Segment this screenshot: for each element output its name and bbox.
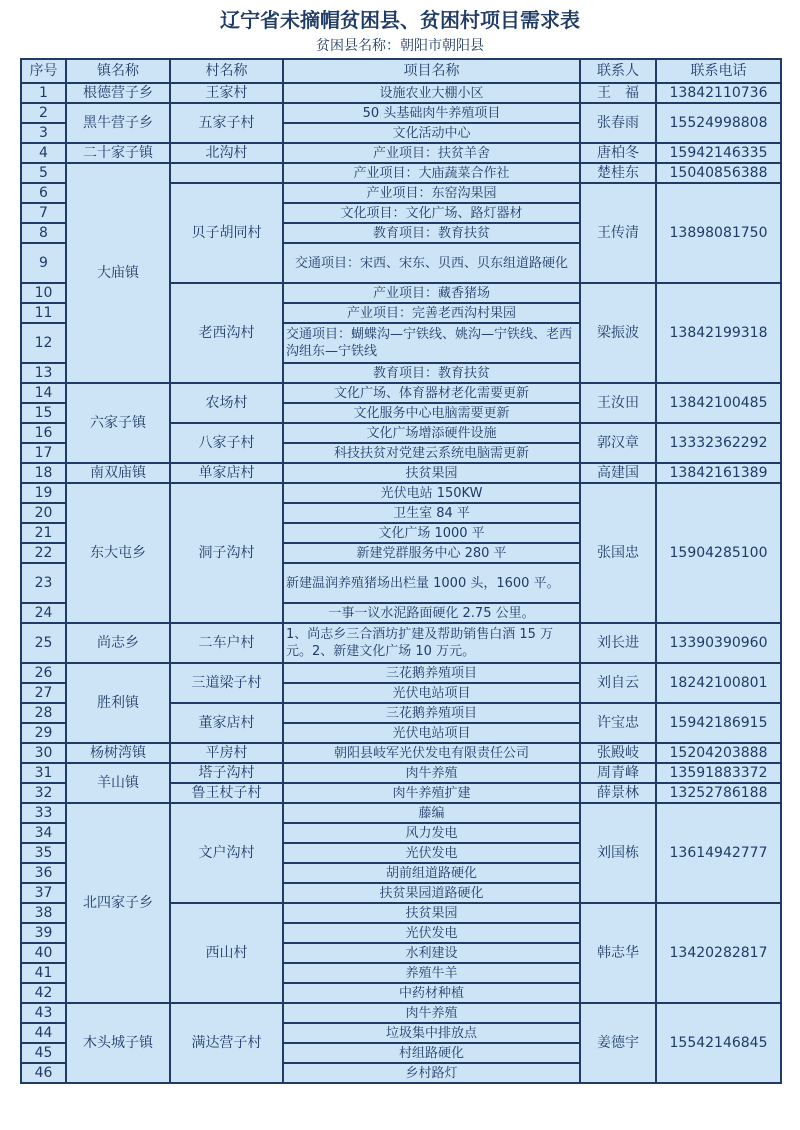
project-cell: 扶贫果园 <box>283 903 580 923</box>
village-cell <box>170 163 283 183</box>
row-index: 30 <box>21 743 66 763</box>
row-index: 21 <box>21 523 66 543</box>
project-cell: 文化广场 1000 平 <box>283 523 580 543</box>
row-index: 43 <box>21 1003 66 1023</box>
row-index: 8 <box>21 223 66 243</box>
table-row <box>21 483 781 503</box>
village-cell: 贝子胡同村 <box>170 183 283 283</box>
project-cell: 水利建设 <box>283 943 580 963</box>
header-index: 序号 <box>21 59 66 83</box>
village-cell: 五家子村 <box>170 103 283 143</box>
town-cell: 尚志乡 <box>66 623 170 663</box>
town-cell: 胜利镇 <box>66 663 170 743</box>
village-cell: 董家店村 <box>170 703 283 743</box>
row-index: 37 <box>21 883 66 903</box>
project-cell: 交通项目：蝴蝶沟—宁铁线、姚沟—宁铁线、老西沟组东—宁铁线 <box>283 323 580 363</box>
project-cell: 科技扶贫对党建云系统电脑需更新 <box>283 443 580 463</box>
phone-cell: 13614942777 <box>656 803 781 903</box>
project-cell: 新建温润养殖猪场出栏量 1000 头，1600 平。 <box>283 563 580 603</box>
project-cell: 肉牛养殖 <box>283 763 580 783</box>
header-phone: 联系电话 <box>656 59 781 83</box>
contact-cell: 唐柏冬 <box>580 143 656 163</box>
project-cell: 中药材种植 <box>283 983 580 1003</box>
project-cell: 三花鹅养殖项目 <box>283 663 580 683</box>
row-index: 18 <box>21 463 66 483</box>
row-index: 41 <box>21 963 66 983</box>
phone-cell: 13842100485 <box>656 383 781 423</box>
row-index: 1 <box>21 83 66 103</box>
village-cell: 鲁王杖子村 <box>170 783 283 803</box>
contact-cell: 王 福 <box>580 83 656 103</box>
phone-cell: 15942186915 <box>656 703 781 743</box>
phone-cell: 13591883372 <box>656 763 781 783</box>
table-row <box>21 763 781 783</box>
table-row <box>21 623 781 663</box>
row-index: 15 <box>21 403 66 423</box>
village-cell: 文户沟村 <box>170 803 283 903</box>
row-index: 26 <box>21 663 66 683</box>
town-cell: 南双庙镇 <box>66 463 170 483</box>
project-cell: 教育项目：教育扶贫 <box>283 223 580 243</box>
village-cell: 二车户村 <box>170 623 283 663</box>
village-cell: 三道梁子村 <box>170 663 283 703</box>
row-index: 38 <box>21 903 66 923</box>
table-row <box>21 803 781 823</box>
row-index: 40 <box>21 943 66 963</box>
phone-cell: 15542146845 <box>656 1003 781 1083</box>
row-index: 28 <box>21 703 66 723</box>
project-cell: 文化项目：文化广场、路灯器材 <box>283 203 580 223</box>
phone-cell: 13390390960 <box>656 623 781 663</box>
phone-cell: 13842110736 <box>656 83 781 103</box>
project-cell: 光伏电站 150KW <box>283 483 580 503</box>
phone-cell: 13842199318 <box>656 283 781 383</box>
phone-cell: 15524998808 <box>656 103 781 143</box>
phone-cell: 15204203888 <box>656 743 781 763</box>
row-index: 13 <box>21 363 66 383</box>
town-cell: 二十家子镇 <box>66 143 170 163</box>
table-row <box>21 383 781 403</box>
town-cell: 杨树湾镇 <box>66 743 170 763</box>
contact-cell: 刘长进 <box>580 623 656 663</box>
contact-cell: 王传清 <box>580 183 656 283</box>
contact-cell: 张殿岐 <box>580 743 656 763</box>
contact-cell: 刘国栋 <box>580 803 656 903</box>
project-cell: 卫生室 84 平 <box>283 503 580 523</box>
table-row <box>21 103 781 123</box>
row-index: 2 <box>21 103 66 123</box>
village-cell: 单家店村 <box>170 463 283 483</box>
row-index: 39 <box>21 923 66 943</box>
row-index: 23 <box>21 563 66 603</box>
village-cell: 老西沟村 <box>170 283 283 383</box>
project-cell: 养殖牛羊 <box>283 963 580 983</box>
row-index: 3 <box>21 123 66 143</box>
row-index: 24 <box>21 603 66 623</box>
contact-cell: 楚桂东 <box>580 163 656 183</box>
row-index: 33 <box>21 803 66 823</box>
contact-cell: 周青峰 <box>580 763 656 783</box>
contact-cell: 郭汉章 <box>580 423 656 463</box>
row-index: 7 <box>21 203 66 223</box>
phone-cell: 15942146335 <box>656 143 781 163</box>
project-cell: 光伏发电 <box>283 843 580 863</box>
project-cell: 教育项目：教育扶贫 <box>283 363 580 383</box>
phone-cell: 18242100801 <box>656 663 781 703</box>
contact-cell: 许宝忠 <box>580 703 656 743</box>
contact-cell: 高建国 <box>580 463 656 483</box>
village-cell: 洞子沟村 <box>170 483 283 623</box>
project-cell: 产业项目：扶贫羊舍 <box>283 143 580 163</box>
header-town: 镇名称 <box>66 59 170 83</box>
project-cell: 村组路硬化 <box>283 1043 580 1063</box>
page-title: 辽宁省未摘帽贫困县、贫困村项目需求表 <box>220 8 580 32</box>
project-cell: 文化广场增添硬件设施 <box>283 423 580 443</box>
village-cell: 八家子村 <box>170 423 283 463</box>
project-cell: 风力发电 <box>283 823 580 843</box>
row-index: 12 <box>21 323 66 363</box>
header-project: 项目名称 <box>283 59 580 83</box>
town-cell: 大庙镇 <box>66 163 170 383</box>
town-cell: 黑牛营子乡 <box>66 103 170 143</box>
project-cell: 乡村路灯 <box>283 1063 580 1083</box>
project-cell: 光伏电站项目 <box>283 683 580 703</box>
project-cell: 肉牛养殖 <box>283 1003 580 1023</box>
project-cell: 朝阳县岐军光伏发电有限责任公司 <box>283 743 580 763</box>
village-cell: 平房村 <box>170 743 283 763</box>
project-cell: 产业项目：完善老西沟村果园 <box>283 303 580 323</box>
village-cell: 北沟村 <box>170 143 283 163</box>
village-cell: 塔子沟村 <box>170 763 283 783</box>
row-index: 14 <box>21 383 66 403</box>
town-cell: 羊山镇 <box>66 763 170 803</box>
row-index: 19 <box>21 483 66 503</box>
contact-cell: 韩志华 <box>580 903 656 1003</box>
page-subtitle: 贫困县名称：朝阳市朝阳县 <box>316 38 484 54</box>
row-index: 9 <box>21 243 66 283</box>
project-cell: 产业项目：东窑沟果园 <box>283 183 580 203</box>
row-index: 45 <box>21 1043 66 1063</box>
contact-cell: 张国忠 <box>580 483 656 623</box>
project-cell: 文化活动中心 <box>283 123 580 143</box>
project-cell: 扶贫果园道路硬化 <box>283 883 580 903</box>
row-index: 29 <box>21 723 66 743</box>
row-index: 42 <box>21 983 66 1003</box>
row-index: 31 <box>21 763 66 783</box>
town-cell: 木头城子镇 <box>66 1003 170 1083</box>
town-cell: 东大屯乡 <box>66 483 170 623</box>
project-cell: 1、尚志乡三合酒坊扩建及帮助销售白酒 15 万元。2、新建文化广场 10 万元。 <box>283 623 580 663</box>
row-index: 46 <box>21 1063 66 1083</box>
row-index: 4 <box>21 143 66 163</box>
table-row <box>21 743 781 763</box>
project-cell: 文化服务中心电脑需要更新 <box>283 403 580 423</box>
row-index: 10 <box>21 283 66 303</box>
village-cell: 王家村 <box>170 83 283 103</box>
project-cell: 肉牛养殖扩建 <box>283 783 580 803</box>
contact-cell: 张春雨 <box>580 103 656 143</box>
phone-cell: 13420282817 <box>656 903 781 1003</box>
header-contact: 联系人 <box>580 59 656 83</box>
table-row <box>21 1003 781 1023</box>
row-index: 27 <box>21 683 66 703</box>
village-cell: 满达营子村 <box>170 1003 283 1083</box>
contact-cell: 刘自云 <box>580 663 656 703</box>
project-cell: 藤编 <box>283 803 580 823</box>
row-index: 17 <box>21 443 66 463</box>
project-cell: 文化广场、体育器材老化需要更新 <box>283 383 580 403</box>
row-index: 35 <box>21 843 66 863</box>
header-village: 村名称 <box>170 59 283 83</box>
table-row <box>21 163 781 183</box>
phone-cell: 15904285100 <box>656 483 781 623</box>
phone-cell: 13252786188 <box>656 783 781 803</box>
table-row <box>21 83 781 103</box>
project-cell: 一事一议水泥路面硬化 2.75 公里。 <box>283 603 580 623</box>
contact-cell: 薛景林 <box>580 783 656 803</box>
contact-cell: 姜德宇 <box>580 1003 656 1083</box>
project-cell: 交通项目：宋西、宋东、贝西、贝东组道路硬化 <box>283 243 580 283</box>
row-index: 34 <box>21 823 66 843</box>
row-index: 16 <box>21 423 66 443</box>
project-cell: 产业项目：藏香猪场 <box>283 283 580 303</box>
project-cell: 垃圾集中排放点 <box>283 1023 580 1043</box>
row-index: 11 <box>21 303 66 323</box>
phone-cell: 13332362292 <box>656 423 781 463</box>
row-index: 44 <box>21 1023 66 1043</box>
contact-cell: 王汝田 <box>580 383 656 423</box>
town-cell: 北四家子乡 <box>66 803 170 1003</box>
row-index: 5 <box>21 163 66 183</box>
phone-cell: 15040856388 <box>656 163 781 183</box>
table-row <box>21 463 781 483</box>
project-cell: 胡前组道路硬化 <box>283 863 580 883</box>
project-cell: 扶贫果园 <box>283 463 580 483</box>
project-cell: 新建党群服务中心 280 平 <box>283 543 580 563</box>
village-cell: 农场村 <box>170 383 283 423</box>
town-cell: 六家子镇 <box>66 383 170 463</box>
row-index: 25 <box>21 623 66 663</box>
project-cell: 三花鹅养殖项目 <box>283 703 580 723</box>
project-table <box>20 58 782 1084</box>
project-cell: 产业项目：大庙蔬菜合作社 <box>283 163 580 183</box>
row-index: 20 <box>21 503 66 523</box>
row-index: 22 <box>21 543 66 563</box>
row-index: 6 <box>21 183 66 203</box>
row-index: 36 <box>21 863 66 883</box>
town-cell: 根德营子乡 <box>66 83 170 103</box>
project-cell: 50 头基础肉牛养殖项目 <box>283 103 580 123</box>
contact-cell: 梁振波 <box>580 283 656 383</box>
phone-cell: 13842161389 <box>656 463 781 483</box>
project-cell: 光伏电站项目 <box>283 723 580 743</box>
table-row <box>21 143 781 163</box>
project-cell: 光伏发电 <box>283 923 580 943</box>
village-cell: 西山村 <box>170 903 283 1003</box>
phone-cell: 13898081750 <box>656 183 781 283</box>
row-index: 32 <box>21 783 66 803</box>
table-header-row <box>21 59 781 83</box>
project-cell: 设施农业大棚小区 <box>283 83 580 103</box>
table-row <box>21 663 781 683</box>
